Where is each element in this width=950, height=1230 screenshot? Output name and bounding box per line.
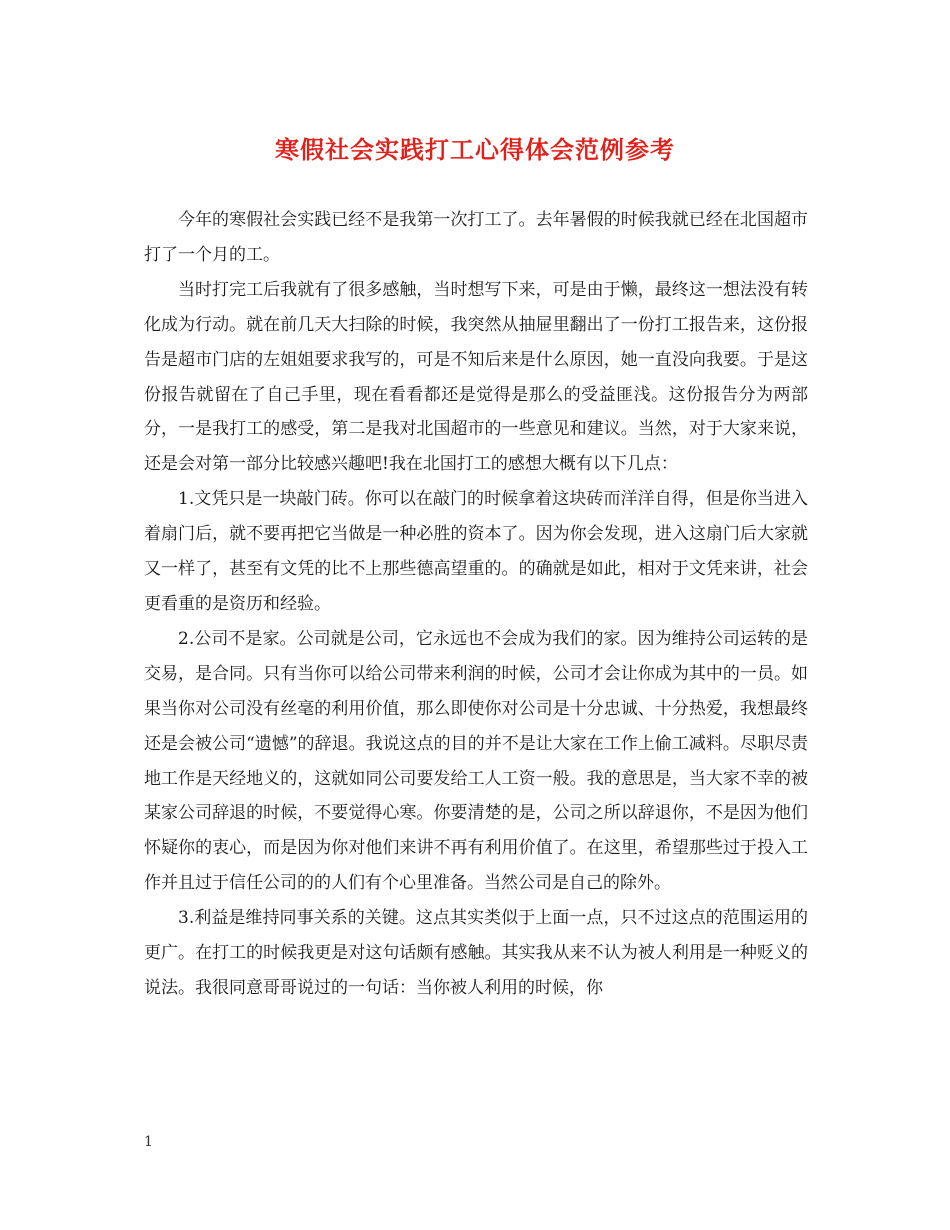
- document-body: [144, 203, 808, 1006]
- document-title: 寒假社会实践打工心得体会范例参考: [275, 135, 675, 164]
- paragraph-point-1: 1.文凭只是一块敲门砖。你可以在敲门的时候拿着这块砖而洋洋自得，但是你当进入着扇门后，就不要再把它当做是一种必胜的资本了。因为你会发现，进入这扇门后大家就又一样了，甚至有文凭的比不上那些德高望重的。的确就是如此，相对于文凭来讲，社会更看重的是资历和经验。: [144, 489, 808, 614]
- paragraph-point-3: 3.利益是维持同事关系的关键。这点其实类似于上面一点，只不过这点的范围运用的更广。在打工的时候我更是对这句话颇有感触。其实我从来不认为被人利用是一种贬义的说法。我很同意哥哥说过的一句话：当你被人利用的时候，你: [144, 908, 808, 998]
- page-number: 1: [144, 1134, 153, 1150]
- paragraph-intro: 今年的寒假社会实践已经不是我第一次打工了。去年暑假的时候我就已经在北国超市打了一个月的工。: [144, 210, 808, 265]
- paragraph-background: 当时打完工后我就有了很多感触，当时想写下来，可是由于懒，最终这一想法没有转化成为行动。就在前几天大扫除的时候，我突然从抽屉里翻出了一份打工报告来，这份报告是超市门店的左姐姐要求我写的，可是不知后来是什么原因，她一直没向我要。于是这份报告就留在了自己手里，现在看看都还是觉得是那么的受益匪浅。这份报告分为两部分，一是我打工的感受，第二是我对北国超市的一些意见和建议。当然，对于大家来说，还是会对第一部分比较感兴趣吧!我在北国打工的感想大概有以下几点：: [144, 279, 808, 475]
- paragraph-point-2: 2.公司不是家。公司就是公司，它永远也不会成为我们的家。因为维持公司运转的是交易，是合同。只有当你可以给公司带来利润的时候，公司才会让你成为其中的一员。如果当你对公司没有丝毫的利用价值，那么即使你对公司是十分忠诚、十分热爱，我想最终还是会被公司“遗憾”的辞退。我说这点的目的并不是让大家在工作上偷工减料。尽职尽责地工作是天经地义的，这就如同公司要发给工人工资一般。我的意思是，当大家不幸的被某家公司辞退的时候，不要觉得心寒。你要清楚的是，公司之所以辞退你，不是因为他们怀疑你的衷心，而是因为你对他们来讲不再有利用价值了。在这里，希望那些过于投入工作并且过于信任公司的的人们有个心里准备。当然公司是自己的除外。: [144, 628, 808, 894]
